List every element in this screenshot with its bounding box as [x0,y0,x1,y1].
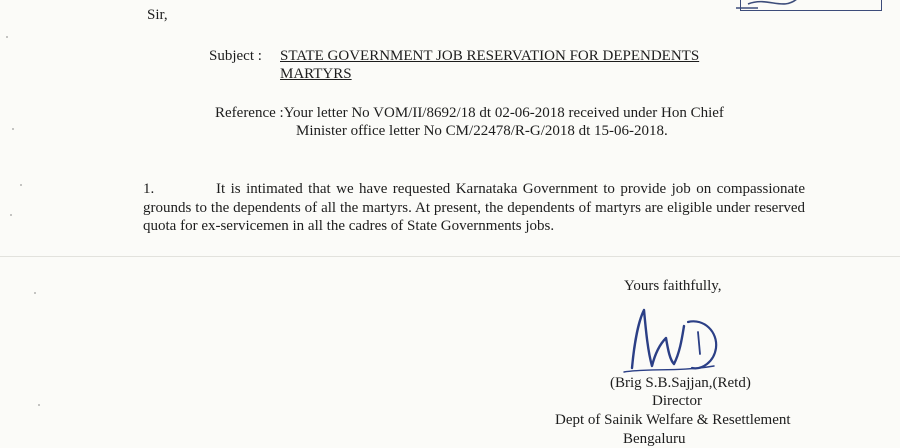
signatory-title: Director [652,393,702,409]
reference-line-2: Minister office letter No CM/22478/R-G/2018 dt 15-06-2018. [296,123,668,139]
handwritten-signature-icon [618,302,728,382]
scan-speck [12,128,14,130]
subject-line-2: MARTYRS [280,66,352,82]
salutation: Sir, [147,7,168,23]
body-paragraph: It is intimated that we have requested Karnataka Government to provide job on compassionate grounds to the dependents of all the martyrs. At present, the dependents of martyrs are eligible under reserved quota for ex-servicemen in all the cadres of State Governments jobs. [143,181,805,234]
subject-line-1: STATE GOVERNMENT JOB RESERVATION FOR DEPENDENTS [280,48,700,64]
scan-speck [6,36,8,38]
signatory-city: Bengaluru [623,431,686,447]
paper-fold-line [0,256,900,257]
subject-label: Subject : [209,48,262,64]
signatory-department: Dept of Sainik Welfare & Resettlement [555,412,791,428]
reference-line-1: Reference :Your letter No VOM/II/8692/18 dt 02-06-2018 received under Hon Chief [215,105,724,121]
scan-speck [38,404,40,406]
scan-speck [20,184,22,186]
signatory-name: (Brig S.B.Sajjan,(Retd) [610,375,751,391]
scan-speck [10,214,12,216]
closing-phrase: Yours faithfully, [624,278,722,294]
scan-speck [34,292,36,294]
paragraph-number: 1. [143,181,155,197]
stamp-scribble [728,0,878,16]
